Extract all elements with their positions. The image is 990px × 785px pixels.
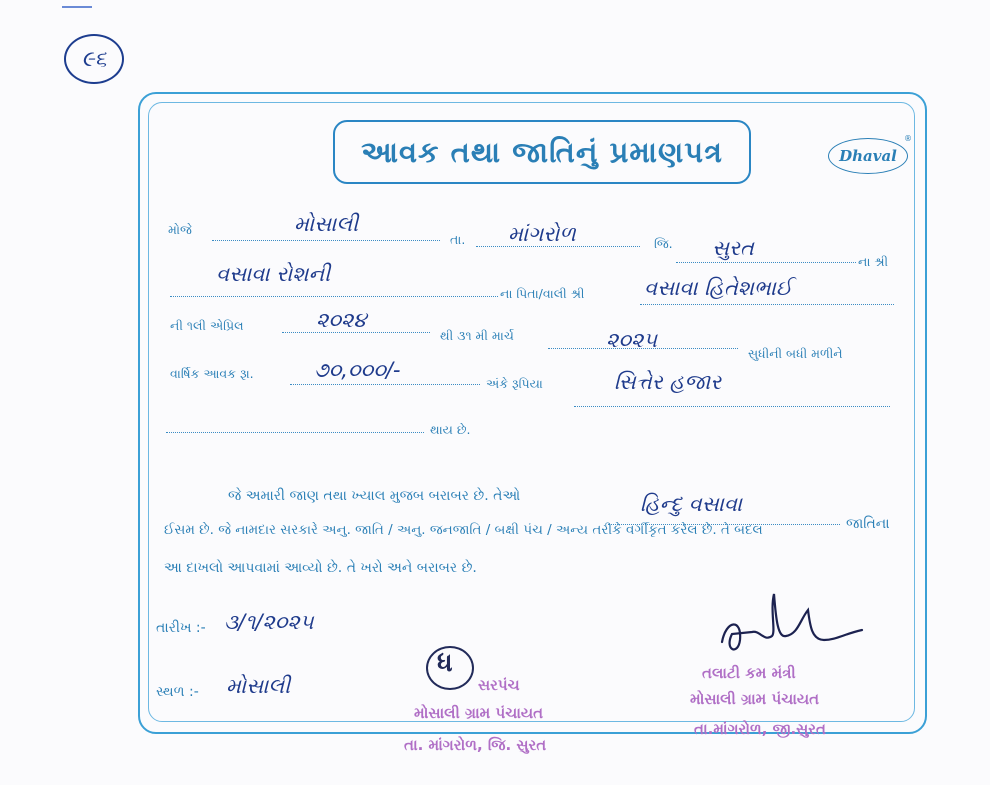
dotted-line [676,262,856,263]
field-father: વસાવા હિતેશભાઈ [644,276,793,300]
label-in-words: અંકે રૂપિયા [486,376,543,391]
talati-stamp-line-1: તલાટી કમ મંત્રી [702,664,796,682]
label-place: સ્થળ :- [156,684,199,700]
label-thay-chhe: થાય છે. [430,422,471,437]
label-jilla: જિ. [654,236,673,251]
field-income-words: સિત્તેર હજાર [614,370,722,394]
sarpanch-stamp-line-2: મોસાલી ગ્રામ પંચાયત [414,704,544,722]
page-number: ૯૬ [64,34,124,84]
field-taluka: માંગરોળ [508,222,576,246]
label-date: તારીખ :- [156,620,206,636]
top-mark [62,6,92,8]
field-place: મોસાલી [226,674,291,698]
field-date: ૩/૧/૨૦૨૫ [224,610,314,634]
dotted-line [574,406,890,407]
field-year-to: ૨૦૨૫ [606,328,658,352]
para-line-2: ઈસમ છે. જે નામદાર સરકારે અનુ. જાતિ / અનુ. જનજાતિ / બક્ષી પંચ / અન્ય તરીકે વર્ગીકૃત કરેલ છે. તે બદલ [164,522,763,538]
dotted-line [170,296,498,297]
field-caste: હિન્દુ વસાવા [640,492,743,516]
label-annual-income: વાર્ષિક આવક રૂા. [170,366,254,381]
para-line-1-end: જાતિના [846,516,890,532]
sarpanch-signature-mark: ધ [437,648,453,678]
label-from-april: ની ૧લી એપ્રિલ [170,318,244,333]
certificate-title: આવક તથા જાતિનું પ્રમાણપત્ર [333,120,751,184]
para-line-3: આ દાખલો આપવામાં આવ્યો છે. તે ખરો અને બરાબર છે. [164,560,477,576]
para-line-1: જે અમારી જાણ તથા ખ્યાલ મુજબ બરાબર છે. તેઓ [228,488,521,504]
dotted-line [640,304,894,305]
field-jilla: સુરત [712,236,754,260]
talati-stamp-line-2: મોસાલી ગ્રામ પંચાયત [690,690,820,708]
sarpanch-stamp-line-3: તા. માંગરોળ, જિ. સુરત [404,736,547,754]
field-income-figures: ૭૦,૦૦૦/- [314,358,401,382]
field-moje: મોસાલી [294,212,359,236]
label-na-shri: ના શ્રી [858,254,889,269]
talati-signature [712,590,872,670]
brand-logo: Dhaval [828,138,908,174]
registered-mark: ® [904,134,912,143]
dotted-line [290,384,480,385]
talati-stamp-line-3: તા.માંગરોળ, જી.સુરત [694,720,826,738]
label-moje: મોજે [168,222,192,237]
field-name: વસાવા રોશની [216,262,331,286]
dotted-line [212,240,440,241]
field-year-from: ૨૦૨૪ [316,308,367,332]
dotted-line [166,432,424,433]
label-taluka: તા. [450,232,466,247]
sarpanch-stamp-line-1: સરપંચ [478,676,520,694]
label-to-march: થી ૩૧ મી માર્ચ [440,328,514,343]
label-father: ના પિતા/વાલી શ્રી [500,286,585,301]
label-sudhi: સુધીની બધી મળીને [748,346,843,361]
